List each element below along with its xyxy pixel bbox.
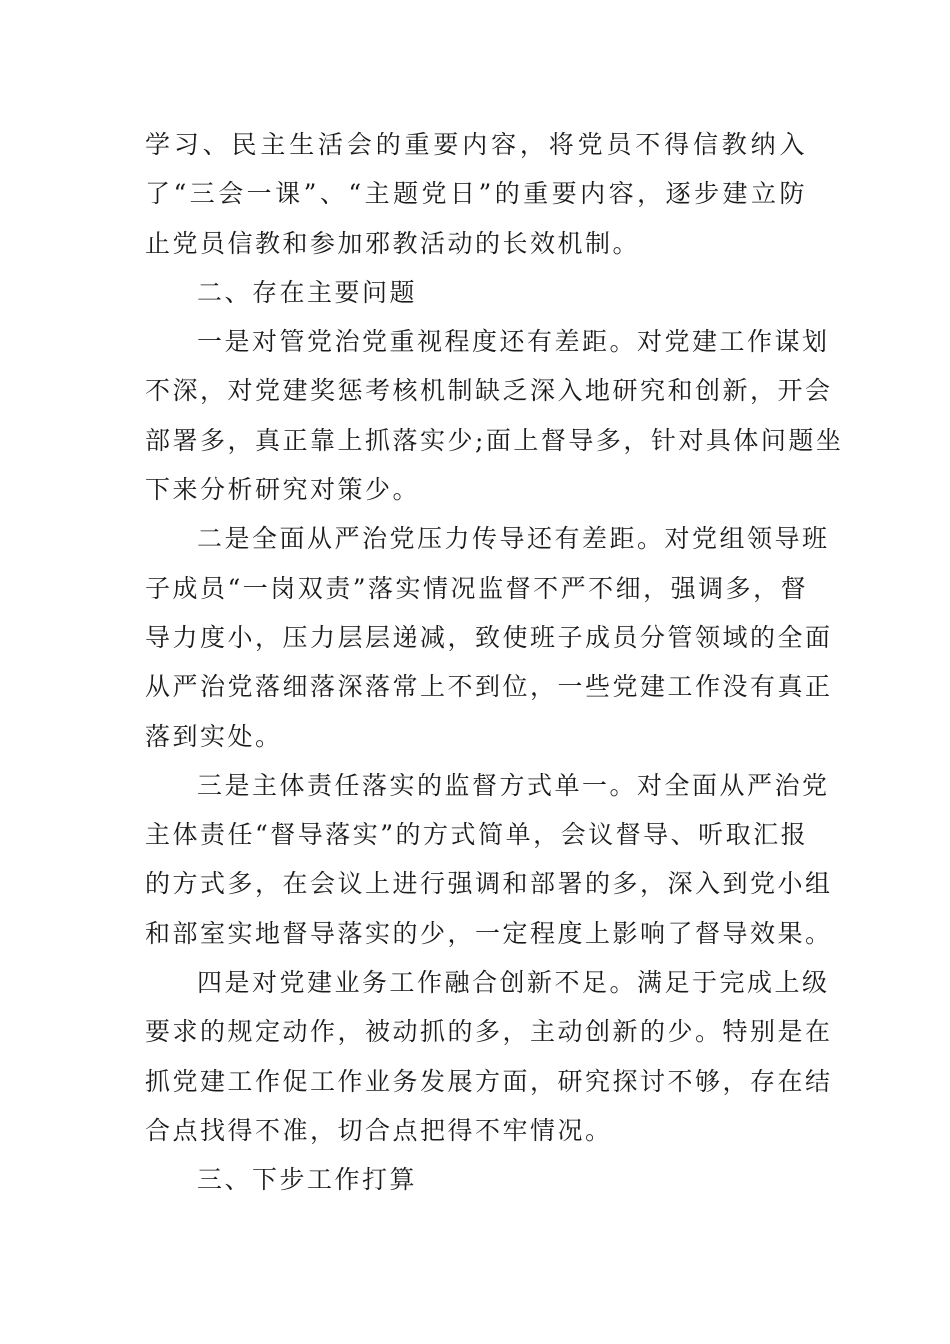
section-heading-next-steps — [145, 1155, 807, 1204]
text-line: 的方式多，在会议上进行强调和部署的多，深入到党小组 — [145, 869, 833, 899]
heading-text: 二、存在主要问题 — [197, 277, 418, 307]
text-line: 和部室实地督导落实的少，一定程度上影响了督导效果。 — [145, 918, 833, 948]
paragraph-problem-3 — [145, 761, 833, 958]
text-line: 学习、民主生活会的重要内容，将党员不得信教纳入 — [145, 130, 807, 159]
text-line: 子成员“一岗双责”落实情况监督不严不细，强调多，督 — [145, 573, 809, 603]
text-line: 合点找得不准，切合点把得不牢情况。 — [145, 1115, 613, 1145]
text-line: 二是全面从严治党压力传导还有差距。对党组领导班 — [197, 524, 830, 554]
section-heading-problems — [145, 268, 807, 317]
text-line: 部署多，真正靠上抓落实少;面上督导多，针对具体问题坐 — [145, 425, 844, 455]
heading-text: 三、下步工作打算 — [197, 1165, 418, 1195]
text-line: 要求的规定动作，被动抓的多，主动创新的少。特别是在 — [145, 1017, 833, 1047]
paragraph-problem-4 — [145, 958, 833, 1155]
text-line: 下来分析研究对策少。 — [145, 475, 421, 505]
text-line: 不深，对党建奖惩考核机制缺乏深入地研究和创新，开会 — [145, 376, 833, 406]
paragraph-intro-continued — [145, 120, 807, 268]
document-page — [145, 120, 844, 1205]
text-line: 四是对党建业务工作融合创新不足。满足于完成上级 — [197, 968, 830, 998]
text-line: 从严治党落细落深落常上不到位，一些党建工作没有真正 — [145, 672, 833, 702]
text-line: 落到实处。 — [145, 721, 283, 751]
text-line: 导力度小，压力层层递减，致使班子成员分管领域的全面 — [145, 622, 833, 652]
text-line: 抓党建工作促工作业务发展方面，研究探讨不够，存在结 — [145, 1066, 833, 1096]
paragraph-problem-1 — [145, 317, 844, 514]
paragraph-problem-2 — [145, 514, 833, 760]
text-line: 了“三会一课”、“主题党日”的重要内容，逐步建立防 — [145, 179, 807, 209]
text-line: 一是对管党治党重视程度还有差距。对党建工作谋划 — [197, 327, 830, 357]
text-line: 止党员信教和参加邪教活动的长效机制。 — [145, 228, 641, 258]
text-line: 三是主体责任落实的监督方式单一。对全面从严治党 — [197, 770, 830, 800]
text-line: 主体责任“督导落实”的方式简单，会议督导、听取汇报 — [145, 820, 809, 850]
